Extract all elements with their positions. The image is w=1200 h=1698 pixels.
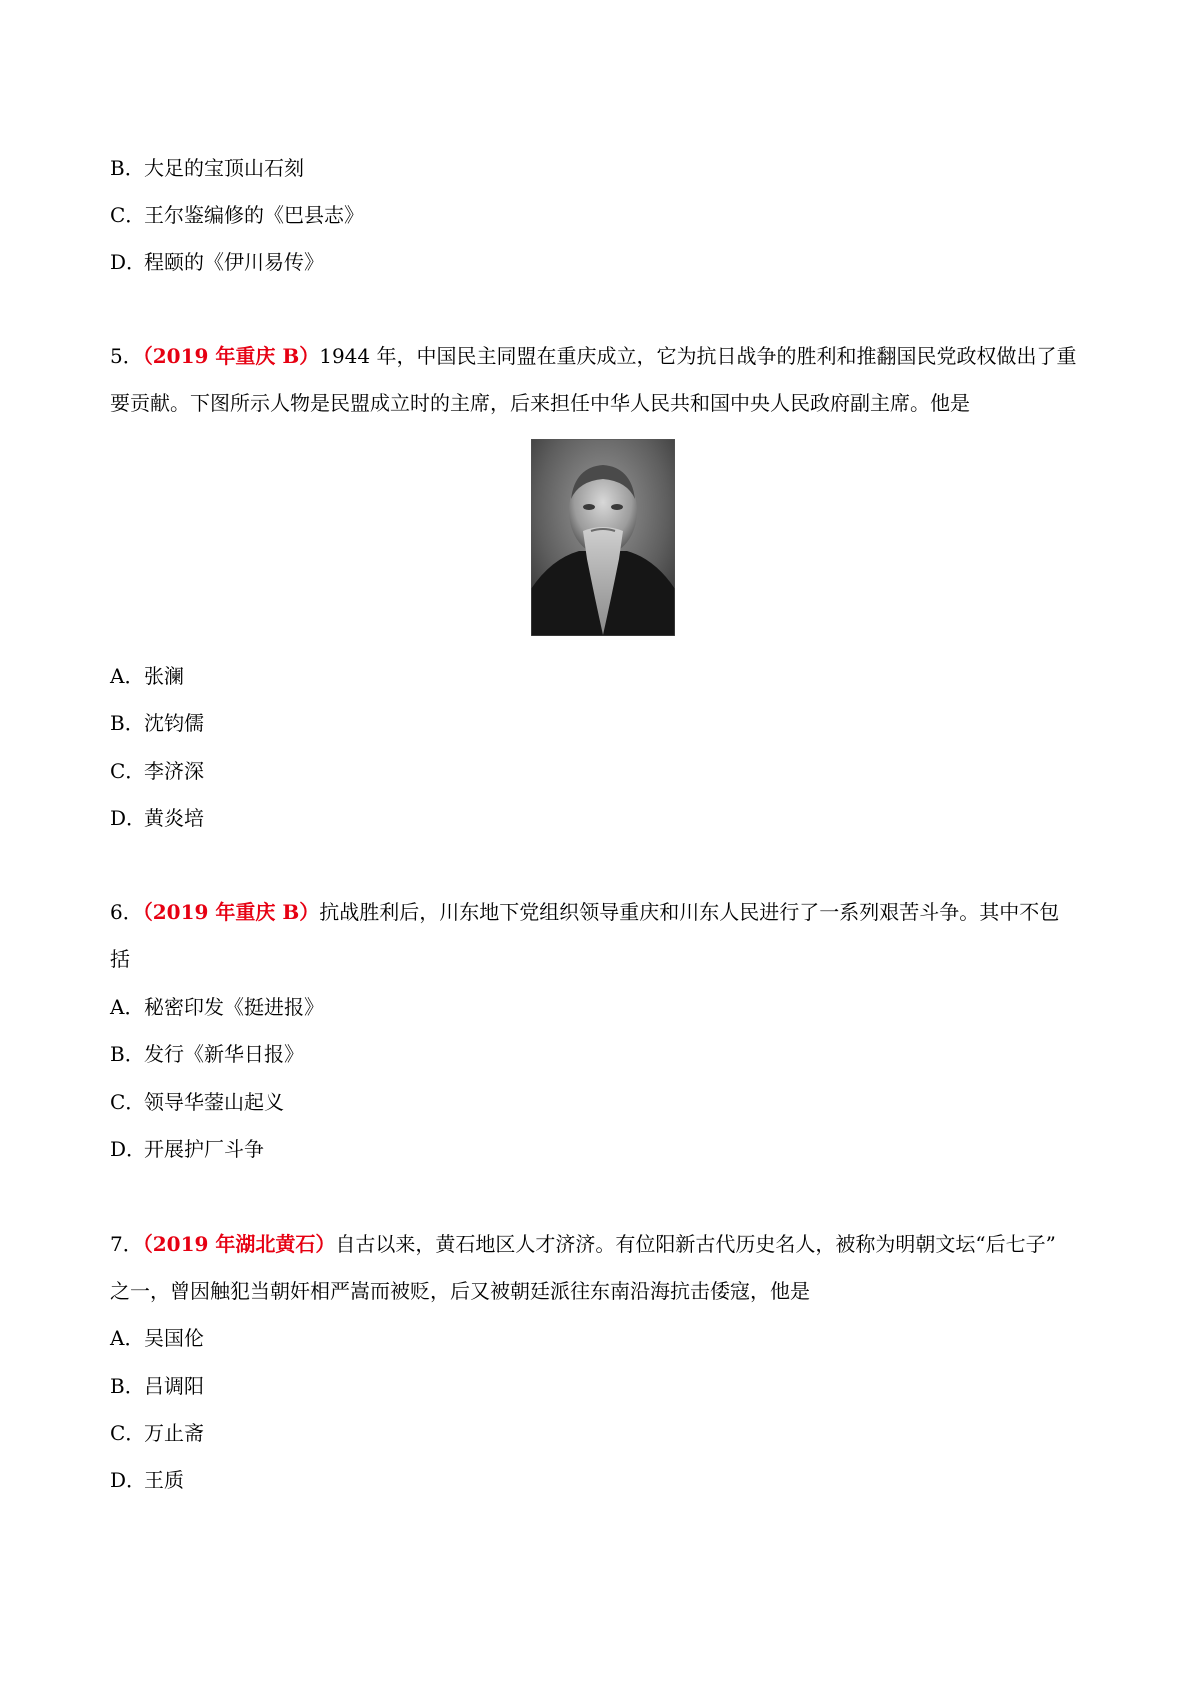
q4-option-b (110, 154, 304, 182)
question-stem: 之一，曾因触犯当朝奸相严嵩而被贬，后又被朝廷派往东南沿海抗击倭寇，他是 (110, 1279, 810, 1303)
q5-option-d (110, 804, 204, 832)
option-letter: B． (110, 156, 145, 180)
question-stem: 自古以来，黄石地区人才济济。有位阳新古代历史名人，被称为明朝文坛“后七子” (335, 1232, 1056, 1256)
question-source-tag: （2019 年重庆 B） (142, 344, 320, 368)
q5-stem-line1 (110, 342, 1077, 370)
question-source-tag: （2019 年重庆 B） (142, 900, 320, 924)
q6-option-c (110, 1088, 284, 1116)
q7-option-c (110, 1419, 204, 1447)
option-text: 开展护厂斗争 (144, 1137, 264, 1161)
q6-option-d (110, 1135, 264, 1163)
q7-option-a (110, 1324, 204, 1352)
q5-option-c (110, 757, 204, 785)
question-stem: 抗战胜利后，川东地下党组织领导重庆和川东人民进行了一系列艰苦斗争。其中不包 (319, 900, 1060, 924)
question-number: 7． (110, 1232, 143, 1256)
option-letter: D． (110, 250, 147, 274)
option-letter: C． (110, 1090, 146, 1114)
option-letter: C． (110, 759, 146, 783)
question-stem: 1944 年，中国民主同盟在重庆成立，它为抗日战争的胜利和推翻国民党政权做出了重 (319, 344, 1077, 368)
option-letter: B． (110, 1042, 145, 1066)
q6-option-b (110, 1040, 304, 1068)
q6-option-a (110, 993, 324, 1021)
option-text: 秘密印发《挺进报》 (144, 995, 324, 1019)
option-letter: A． (110, 1326, 145, 1350)
option-letter: B． (110, 1374, 145, 1398)
q4-option-c (110, 201, 364, 229)
option-letter: D． (110, 1468, 147, 1492)
option-text: 吕调阳 (144, 1374, 204, 1398)
q7-stem-line1 (110, 1230, 1056, 1258)
option-text: 发行《新华日报》 (144, 1042, 304, 1066)
question-number: 6． (110, 900, 143, 924)
option-text: 王尔鉴编修的《巴县志》 (144, 203, 364, 227)
option-letter: C． (110, 203, 146, 227)
q5-option-b (110, 709, 204, 737)
q7-stem-line2 (110, 1277, 810, 1305)
option-letter: B． (110, 711, 145, 735)
question-source-tag: （2019 年湖北黄石） (142, 1232, 336, 1256)
question-stem: 括 (110, 947, 130, 971)
option-letter: C． (110, 1421, 146, 1445)
portrait-image (531, 439, 675, 636)
option-letter: D． (110, 806, 147, 830)
option-text: 大足的宝顶山石刻 (144, 156, 304, 180)
option-text: 沈钧儒 (144, 711, 204, 735)
q5-option-a (110, 662, 184, 690)
q7-option-b (110, 1372, 204, 1400)
option-text: 程颐的《伊川易传》 (144, 250, 324, 274)
option-letter: A． (110, 664, 145, 688)
option-letter: A． (110, 995, 145, 1019)
portrait-photo (531, 439, 675, 636)
option-text: 黄炎培 (144, 806, 204, 830)
question-number: 5． (110, 344, 143, 368)
option-text: 张澜 (144, 664, 184, 688)
q4-option-d (110, 248, 324, 276)
option-text: 万止斋 (144, 1421, 204, 1445)
option-text: 吴国伦 (144, 1326, 204, 1350)
q6-stem-line2 (110, 945, 130, 973)
q6-stem-line1 (110, 898, 1059, 926)
option-text: 领导华蓥山起义 (144, 1090, 284, 1114)
option-text: 李济深 (144, 759, 204, 783)
q5-stem-line2 (110, 389, 970, 417)
option-letter: D． (110, 1137, 147, 1161)
q7-option-d (110, 1466, 184, 1494)
question-stem: 要贡献。下图所示人物是民盟成立时的主席，后来担任中华人民共和国中央人民政府副主席。他是 (110, 391, 970, 415)
option-text: 王质 (144, 1468, 184, 1492)
